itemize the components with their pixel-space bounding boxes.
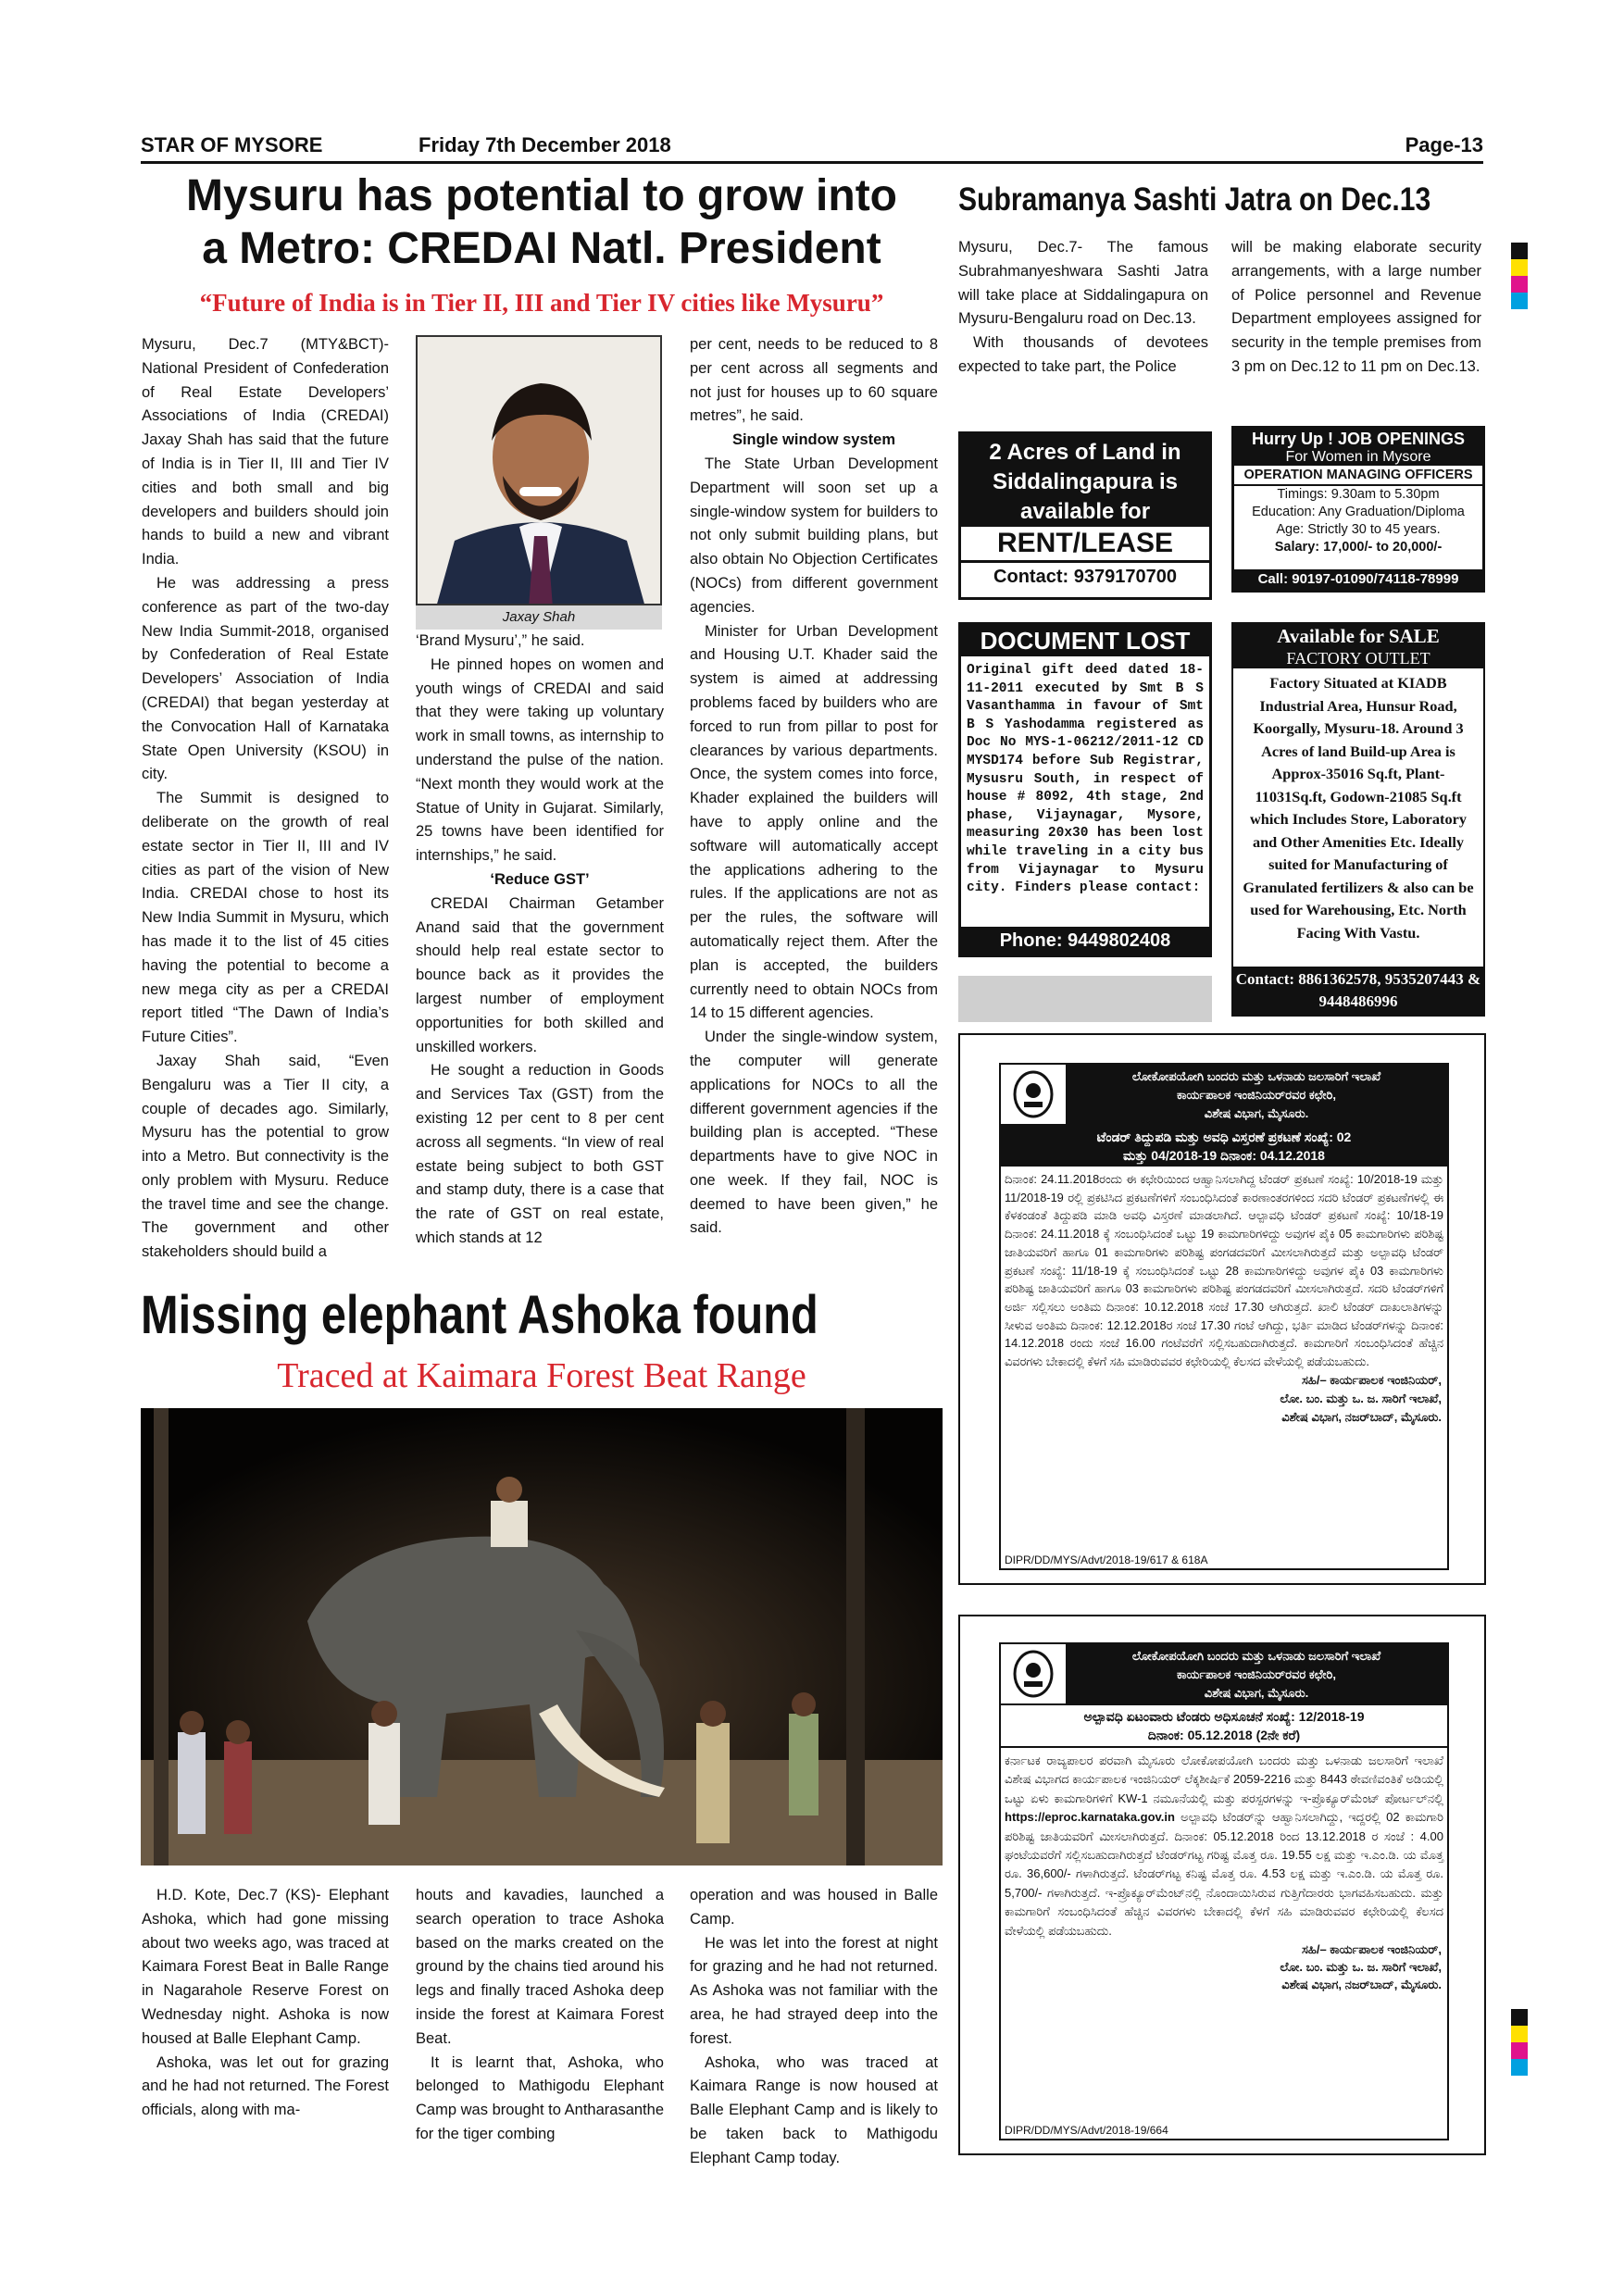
credai-c3-p4: Under the single-window system, the computer will generate applications for NOCs to all the different government agencies if the building plan is accepted. “These departments have to give NOC in one week. If they fail, NOC is deemed to have been given,” he said. bbox=[690, 1029, 938, 1237]
credai-column-3 bbox=[690, 333, 938, 1241]
credai-c2-p4: He sought a reduction in Goods and Services Tax (GST) from the existing 12 per cent to 8 per cent across all segments. “In view of real estate being subject to both GST and stamp duty, there is a case that the rate of GST on real estate, which stands at 12 bbox=[416, 1062, 664, 1246]
portrait-illustration bbox=[418, 337, 662, 605]
jaxay-shah-photo bbox=[416, 335, 662, 605]
tender2-division: ವಿಶೇಷ ವಿಭಾಗ, ಮೈಸೂರು. bbox=[1204, 1686, 1309, 1700]
land-ad-line2: Siddalingapura is bbox=[992, 469, 1179, 494]
registration-marks-bottom bbox=[1511, 2009, 1528, 2076]
sale-ad-title: Available for SALE bbox=[1233, 624, 1483, 648]
tender1-title2: ಮತ್ತು 04/2018-19 ದಿನಾಂಕ: 04.12.2018 bbox=[1123, 1148, 1325, 1163]
lost-ad-phone: Phone: 9449802408 bbox=[961, 927, 1209, 955]
land-ad-line3: available for bbox=[1019, 499, 1151, 524]
credai-c2-p3: CREDAI Chairman Getamber Anand said that the government should help real estate sector to bounce back as it provides the largest number of employment opportunities for both skilled and unskilled workers. bbox=[416, 894, 664, 1055]
lost-ad-body: Original gift deed dated 18-11-2011 executed by Smt B S Vasanthamma in favour of Smt B S Yashodamma registered as Doc No MYS-1-06212/2011-12 CD MYSD174 before Sub Registrar, Mysusru South, in respect of house # 8092, 4th stage, 2nd phase, Vijaynagar, Mysore, measuring 20x30 has been lost while traveling in a city bus from Vijaynagar to Mysuru city. Finders please contact: bbox=[967, 663, 1204, 896]
elephant-column-2 bbox=[416, 1884, 664, 2147]
sale-ad-contact: Contact: 8861362578, 9535207443 & 9448486996 bbox=[1233, 967, 1483, 1015]
job-openings-ad bbox=[1231, 426, 1485, 593]
elephant-c3-p2: He was let into the forest at night for grazing and he had not returned. As Ashoka was not familiar with the area, he had strayed deep into the forest. bbox=[690, 1934, 938, 2047]
karnataka-emblem-icon bbox=[1001, 1065, 1066, 1124]
credai-c3-p2: The State Urban Development Department will soon set up a single-window system for builders to not only submit building plans, but also obtain No Objection Certificates (NOCs) from different government agencies. bbox=[690, 455, 938, 616]
credai-subhead: “Future of India is in Tier II, III and Tier IV cities like Mysuru” bbox=[199, 289, 884, 317]
credai-column-1 bbox=[142, 333, 389, 1265]
elephant-c1-p2: Ashoka, was let out for grazing and he had not returned. The Forest officials, along with ma- bbox=[142, 2053, 389, 2119]
elephant-photo bbox=[141, 1408, 943, 1866]
subramanya-c1-p2: With thousands of devotees expected to take part, the Police bbox=[958, 334, 1208, 375]
tender-notice-2 bbox=[958, 1615, 1486, 2155]
masthead-rule bbox=[141, 161, 1483, 164]
registration-marks-top bbox=[1511, 243, 1528, 309]
sale-ad-subtitle: FACTORY OUTLET bbox=[1233, 648, 1483, 668]
credai-c1-p2: He was addressing a press conference as part of the two-day New India Summit-2018, organised by Confederation of Real Estate Developers’ Association of India (CREDAI) that began yesterday at the Convocation Hall of Karnataka State Open University (KSOU) in city. bbox=[142, 574, 389, 783]
land-ad-contact: Contact: 9379170700 bbox=[993, 567, 1177, 587]
issue-date: Friday 7th December 2018 bbox=[418, 133, 671, 156]
credai-c2-p1: ‘Brand Mysuru’,” he said. bbox=[416, 632, 585, 649]
elephant-subhead: Traced at Kaimara Forest Beat Range bbox=[277, 1356, 806, 1395]
tender2-signatory-dept: ಲೋ. ಬಂ. ಮತ್ತು ಒ. ಜ. ಸಾರಿಗೆ ಇಲಾಖೆ, bbox=[1280, 1960, 1442, 1975]
credai-c3-p1: per cent, needs to be reduced to 8 per cent across all segments and not just for houses up to 60 square metres”, he said. bbox=[690, 336, 938, 425]
tender2-signatory-office: ವಿಶೇಷ ವಿಭಾಗ, ನಜರ್‌ಬಾದ್, ಮೈಸೂರು. bbox=[1281, 1978, 1442, 1992]
credai-column-2 bbox=[416, 630, 664, 1251]
tender1-title: ಟೆಂಡರ್ ತಿದ್ದುಪಡಿ ಮತ್ತು ಅವಧಿ ವಿಸ್ತರಣೆ ಪ್ರಕಟಣೆ ಸಂಖ್ಯೆ: 02 bbox=[1096, 1129, 1352, 1144]
subramanya-c1-p1: Mysuru, Dec.7- The famous Subrahmanyeshwara Sashti Jatra will take place at Siddalingapura on Mysuru-Bengaluru road on Dec.13. bbox=[958, 239, 1208, 328]
tender2-signatory: ಸಹಿ/– ಕಾರ್ಯಪಾಲಕ ಇಂಜಿನಿಯರ್, bbox=[1302, 1942, 1442, 1957]
jobs-ad-timings: Timings: 9.30am to 5.30pm bbox=[1277, 487, 1440, 502]
tender1-advt-code: DIPR/DD/MYS/Advt/2018-19/617 & 618A bbox=[1005, 1554, 1208, 1566]
subramanya-column-2 bbox=[1231, 236, 1481, 380]
tender2-eproc-link[interactable]: https://eproc.karnataka.gov.in bbox=[1005, 1810, 1175, 1825]
tender2-dept: ಲೋಕೋಪಯೋಗಿ ಬಂದರು ಮತ್ತು ಒಳನಾಡು ಜಲಸಾರಿಗೆ ಇಲಾಖೆ bbox=[1131, 1649, 1381, 1663]
tender1-signatory-dept: ಲೋ. ಬಂ. ಮತ್ತು ಒ. ಜ. ಸಾರಿಗೆ ಇಲಾಖೆ, bbox=[1280, 1391, 1442, 1405]
land-rent-ad bbox=[958, 431, 1212, 600]
lost-ad-title: DOCUMENT LOST bbox=[961, 625, 1209, 656]
tender1-office: ಕಾರ್ಯಪಾಲಕ ಇಂಜಿನಿಯರ್‌ರವರ ಕಛೇರಿ, bbox=[1177, 1088, 1336, 1102]
page-number: Page-13 bbox=[1405, 133, 1483, 156]
elephant-column-1 bbox=[142, 1884, 389, 2123]
subramanya-headline: Subramanya Sashti Jatra on Dec.13 bbox=[958, 181, 1431, 218]
credai-c3-subhead: Single window system bbox=[731, 431, 896, 449]
tender1-signatory-office: ವಿಶೇಷ ವಿಭಾಗ, ನಜರ್‌ಬಾದ್, ಮೈಸೂರು. bbox=[1281, 1409, 1442, 1424]
blank-ad-space bbox=[958, 976, 1212, 1022]
tender1-signatory: ಸಹಿ/– ಕಾರ್ಯಪಾಲಕ ಇಂಜಿನಿಯರ್, bbox=[1302, 1372, 1442, 1387]
jobs-ad-education: Education: Any Graduation/Diploma bbox=[1252, 505, 1465, 519]
elephant-scene-illustration bbox=[141, 1408, 943, 1866]
tender-notice-1 bbox=[958, 1033, 1486, 1585]
credai-c2-p2: He pinned hopes on women and youth wings of CREDAI and said that they were taking up voluntary work in small towns, as internship to understand the pulse of the nation. “Next month they would work at the Statue of Unity in Gujarat. Similarly, 25 towns have been identified for internships,” he said. bbox=[416, 655, 664, 865]
tender1-division: ವಿಶೇಷ ವಿಭಾಗ, ಮೈಸೂರು. bbox=[1204, 1106, 1309, 1120]
tender2-advt-code: DIPR/DD/MYS/Advt/2018-19/664 bbox=[1005, 2124, 1168, 2137]
credai-c1-p1: Mysuru, Dec.7 (MTY&BCT)- National President of Confederation of Real Estate Developers’ Associations of India (CREDAI) Jaxay Shah has said that the future of India is in Tier II, III and Tier IV cities and both small and big developers and builders should join hands to build a new and vibrant India. bbox=[142, 336, 389, 568]
elephant-c2-p2: It is learnt that, Ashoka, who belonged to Mathigodu Elephant Camp was brought to Antharasanthe for the tiger combing bbox=[416, 2053, 664, 2142]
tender2-title2: ದಿನಾಂಕ: 05.12.2018 (2ನೇ ಕರೆ) bbox=[1147, 1728, 1301, 1742]
credai-c2-subhead: ‘Reduce GST’ bbox=[490, 870, 590, 888]
elephant-c3-p3: Ashoka, who was traced at Kaimara Range is now housed at Balle Elephant Camp and is likely to be taken back to Mathigodu Elephant Camp today. bbox=[690, 2053, 938, 2166]
masthead bbox=[141, 130, 1483, 163]
elephant-column-3 bbox=[690, 1884, 938, 2171]
jobs-ad-salary: Salary: 17,000/- to 20,000/- bbox=[1274, 540, 1443, 555]
credai-headline bbox=[139, 170, 944, 275]
jobs-ad-phone: Call: 90197-01090/74118-78999 bbox=[1234, 569, 1482, 590]
tender2-title: ಅಲ್ಪಾವಧಿ ಏಟಂವಾರು ಟೆಂಡರು ಅಧಿಸೂಚನೆ ಸಂಖ್ಯೆ: 12/2018-19 bbox=[1083, 1709, 1365, 1724]
jobs-ad-age: Age: Strictly 30 to 45 years. bbox=[1276, 522, 1441, 537]
elephant-c2-p1: houts and kavadies, launched a search operation to trace Ashoka based on the marks created on the ground by the chains tied around his legs and finally traced Ashoka deep inside the forest at Kaimara Forest Beat. bbox=[416, 1887, 664, 2047]
credai-c1-p4: Jaxay Shah said, “Even Bengaluru was a Tier II city, a couple of decades ago. Similarly, Mysuru has the potential to grow into a Metro. But connectivity is the only problem with Mysuru. Reduce the travel time and see the change. The government and other stakeholders should build a bbox=[142, 1052, 389, 1261]
margin-strip bbox=[1511, 130, 1528, 2166]
subramanya-c2-p1: will be making elaborate security arrangements, with a large number of Police personnel and Revenue Department employees assigned for security in the temple premises from 3 pm on Dec.12 to 11 pm on Dec.13. bbox=[1231, 239, 1481, 375]
land-ad-line1: 2 Acres of Land in bbox=[989, 440, 1181, 465]
tender1-body: ದಿನಾಂಕ: 24.11.2018ರಂದು ಈ ಕಛೇರಿಯಿಂದ ಆಹ್ವಾನಿಸಲಾಗಿದ್ದ ಟೆಂಡರ್ ಪ್ರಕಟಣೆ ಸಂಖ್ಯೆ: 10/2018-19 ಮತ್ತು 11/2018-19 ರಲ್ಲಿ ಪ್ರಕಟಿಸಿದ ಪ್ರಕಟಣೆಗಳಿಗೆ ಸಂಬಂಧಿಸಿದಂತೆ ಕಾರಣಾಂತರಗಳಿಂದ ಸದರಿ ಟೆಂಡರ್ ಪ್ರಕಟಣೆಗಳಲ್ಲಿ ಈ ಕೆಳಕಂಡಂತೆ ತಿದ್ದುಪಡಿ ಮಾಡಿ ಅವಧಿ ವಿಸ್ತರಣೆ ಮಾಡಲಾಗಿದೆ. ಆಲ್ಪಾವಧಿ ಟೆಂಡರ್ ಪ್ರಕಟಣೆ ಸಂಖ್ಯೆ: 10/18-19 ದಿನಾಂಕ: 24.11.2018 ಕ್ಕೆ ಸಂಬಂಧಿಸಿದಂತೆ ಒಟ್ಟು 19 ಕಾಮಗಾರಿಗಳಿದ್ದು ಅವುಗಳ ಪೈಕಿ 05 ಕಾಮಗಾರಿಗಳು ಪರಿಶಿಷ್ಟ ಜಾತಿಯವರಿಗೆ ಹಾಗೂ 01 ಕಾಮಗಾರಿಗಳು ಪರಿಶಿಷ್ಟ ಪಂಗಡದವರಿಗೆ ಮೀಸಲಾಗಿರುತ್ತದೆ ಮತ್ತು ಅಲ್ಪಾವಧಿ ಟೆಂಡರ್ ಪ್ರಕಟಣೆ ಸಂಖ್ಯೆ: 11/18-19 ಕ್ಕೆ ಸಂಬಂಧಿಸಿದಂತೆ ಒಟ್ಟು 28 ಕಾಮಗಾರಿಗಳಿದ್ದು ಅವುಗಳ ಪೈಕಿ 03 ಕಾಮಗಾರಿಗಳು ಪರಿಶಿಷ್ಟ ಜಾತಿಯವರಿಗೆ ಹಾಗೂ 03 ಕಾಮಗಾರಿಗಳು ಪರಿಶಿಷ್ಟ ಪಂಗಡದವರಿಗೆ ಮೀಸಲಾಗಿರುತ್ತದೆ. ಸದರಿ ಟೆಂಡರ್‌ಗಳಿಗೆ ಅರ್ಜಿ ಸಲ್ಲಿಸಲು ಅಂತಿಮ ದಿನಾಂಕ: 10.12.2018 ಸಂಜೆ 17.30 ಆಗಿರುತ್ತದೆ. ಖಾಲಿ ಟೆಂಡರ್ ದಾಖಲಾತಿಗಳನ್ನು ಸೀಳುವ ಅಂತಿಮ ದಿನಾಂಕ: 12.12.2018ರ ಸಂಜೆ 17.30 ಗಂಟೆ ಆಗಿದ್ದು, ಭರ್ತಿ ಮಾಡಿದ ಟೆಂಡರ್‌ಗಳನ್ನು ದಿನಾಂಕ: 14.12.2018 ರಂದು ಸಂಜೆ 16.00 ಗಂಟೆವರೆಗೆ ಸಲ್ಲಿಸಬಹುದಾಗಿರುತ್ತದೆ. ಕಾಮಗಾರಿಗೆ ಸಂಬಂಧಿಸಿದಂತೆ ಹೆಚ್ಚಿನ ವಿವರಗಳು ಬೇಕಾದಲ್ಲಿ ಕೆಳಗೆ ಸಹಿ ಮಾಡಿರುವವರ ಕಛೇರಿಯಲ್ಲಿ ಕೆಲಸದ ವೇಳೆಯಲ್ಲಿ ಪಡೆಯಬಹುದು. bbox=[1005, 1172, 1443, 1369]
document-lost-ad bbox=[958, 622, 1212, 957]
land-ad-rent-lease: RENT/LEASE bbox=[961, 527, 1209, 563]
credai-c1-p3: The Summit is designed to deliberate on the growth of real estate sector in Tier II, III and IV cities as part of the vision of New India. CREDAI chose to host its New India Summit in Mysuru, which has made it to the list of 45 cities having the potential to become a new mega city as per a CREDAI report titled “The Dawn of India’s Future Cities”. bbox=[142, 790, 389, 1046]
elephant-headline: Missing elephant Ashoka found bbox=[141, 1285, 818, 1345]
credai-c3-p3: Minister for Urban Development and Housing U.T. Khader said the system is aimed at addressing problems faced by builders who are forced to run from pillar to post for clearances by various departments. Once, the system comes into force, Khader explained the builders will have to apply online and the software will automatically accept the applications adhering to the rules. If the applications are not as per the rules, the software will automatically reject them. After the plan is accepted, the builders currently need to obtain NOCs from 14 to 15 different agencies. bbox=[690, 622, 938, 1022]
karnataka-emblem-icon-2 bbox=[1001, 1644, 1066, 1703]
jobs-ad-title: Hurry Up ! JOB OPENINGS bbox=[1234, 429, 1482, 449]
tender1-dept: ಲೋಕೋಪಯೋಗಿ ಬಂದರು ಮತ್ತು ಒಳನಾಡು ಜಲಸಾರಿಗೆ ಇಲಾಖೆ bbox=[1131, 1069, 1381, 1083]
credai-headline-line1: Mysuru has potential to grow into bbox=[186, 171, 897, 220]
sale-ad-body: Factory Situated at KIADB Industrial Area, Hunsur Road, Koorgally, Mysuru-18. Around 3 Acres of land Build-up Area is Approx-35016 Sq.ft, Plant-11031Sq.ft, Godown-21085 Sq.ft which Includes Store, Laboratory and Other Amenities Etc. Ideally suited for Manufacturing of Granulated fertilizers & also can be used for Warehousing, Etc. North Facing With Vastu. bbox=[1243, 674, 1474, 942]
jobs-ad-role: OPERATION MANAGING OFFICERS bbox=[1234, 466, 1482, 486]
tender2-body: ಕರ್ನಾಟಕ ರಾಜ್ಯಪಾಲರ ಪರವಾಗಿ ಮೈಸೂರು ಲೋಕೋಪಯೋಗಿ ಬಂದರು ಮತ್ತು ಒಳನಾಡು ಜಲಸಾರಿಗೆ ಇಲಾಖೆ ವಿಶೇಷ ವಿಭಾಗದ ಕಾರ್ಯಪಾಲಕ ಇಂಜಿನಿಯರ್ ಲೆಕ್ಕಶೀರ್ಷಿಕೆ 2059-2216 ಮತ್ತು 8443 ಠೇವಣಿವಂತಿಕೆ ಅಡಿಯಲ್ಲಿ ಒಟ್ಟು ಏಳು ಕಾಮಗಾರಿಗಳಿಗೆ KW-1 ನಮೂನೆಯಲ್ಲಿ ಮತ್ತು ಪರಸ್ಪರಗಳನ್ನು ಇ-ಪ್ರೊಕ್ಯೂರ್‌ಮೆಂಟ್ ಪೋರ್ಟಲ್‌ನಲ್ಲಿ bbox=[1005, 1753, 1443, 1805]
photo-caption: Jaxay Shah bbox=[416, 605, 662, 630]
factory-sale-ad bbox=[1231, 622, 1485, 1017]
tender2-office: ಕಾರ್ಯಪಾಲಕ ಇಂಜಿನಿಯರ್‌ರವರ ಕಛೇರಿ, bbox=[1177, 1667, 1336, 1681]
tender2-body-2: ಅಲ್ಪಾವಧಿ ಟೆಂಡರ್‌ನ್ನು ಆಹ್ವಾನಿಸಲಾಗಿದ್ದು, ಇದ್ದರಲ್ಲಿ 02 ಕಾಮಗಾರಿ ಪರಿಶಿಷ್ಟ ಜಾತಿಯವರಿಗೆ ಮೀಸಲಾಗಿರುತ್ತದೆ. ದಿನಾಂಕ: 05.12.2018 ರಿಂದ 13.12.2018 ರ ಸಂಜೆ : 4.00 ಘಂಟೆಯವರೆಗೆ ಸಲ್ಲಿಸಬಹುದಾಗಿರುತ್ತದೆ ಟೆಂಡರ್‌ಗಟ್ಟ ಗರಿಷ್ಟ ಮೊತ್ತ ರೂ. 19.55 ಲಕ್ಷ ಮತ್ತು ಇ.ಎಂ.ಡಿ. ಯ ಮೊತ್ತ ರೂ. 36,600/- ಗಳಾಗಿರುತ್ತದೆ. ಟೆಂಡರ್‌ಗಟ್ಟ ಕನಿಷ್ಟ ಮೊತ್ತ ರೂ. 4.53 ಲಕ್ಷ ಮತ್ತು ಇ.ಎಂ.ಡಿ. ಯ ಮೊತ್ತ ರೂ. 5,700/- ಗಳಾಗಿರುತ್ತದೆ. ಇ-ಪ್ರೊಕ್ಯೂರ್‌ಮೆಂಟ್‌ನಲ್ಲಿ ನೊಂದಾಯಿಸಿರುವ ಗುತ್ತಿಗೆದಾರರು ಭಾಗವಹಿಸಬಹುದು. ಮತ್ತು ಕಾಮಗಾರಿಗೆ ಸಂಬಂಧಿಸಿದಂತೆ ಹೆಚ್ಚಿನ ವಿವರಗಳು ಬೇಕಾದಲ್ಲಿ ಕೆಳಗೆ ಸಹಿ ಮಾಡಿರುವವರ ಕಛೇರಿಯಲ್ಲಿ ಕೆಲಸದ ವೇಳೆಯಲ್ಲಿ ಪಡೆಯಬಹುದು. bbox=[1005, 1810, 1443, 1938]
credai-headline-line2: a Metro: CREDAI Natl. President bbox=[202, 223, 881, 273]
elephant-c1-p1: H.D. Kote, Dec.7 (KS)- Elephant Ashoka, which had gone missing about two weeks ago, was traced at Kaimara Forest Beat in Balle Range in Nagarahole Reserve Forest on Wednesday night. Ashoka is now housed at Balle Elephant Camp. bbox=[142, 1887, 389, 2047]
elephant-c3-p1: operation and was housed in Balle Camp. bbox=[690, 1887, 938, 1928]
subramanya-column-1 bbox=[958, 236, 1208, 380]
paper-name: STAR OF MYSORE bbox=[141, 133, 323, 156]
jobs-ad-subtitle: For Women in Mysore bbox=[1234, 449, 1482, 466]
